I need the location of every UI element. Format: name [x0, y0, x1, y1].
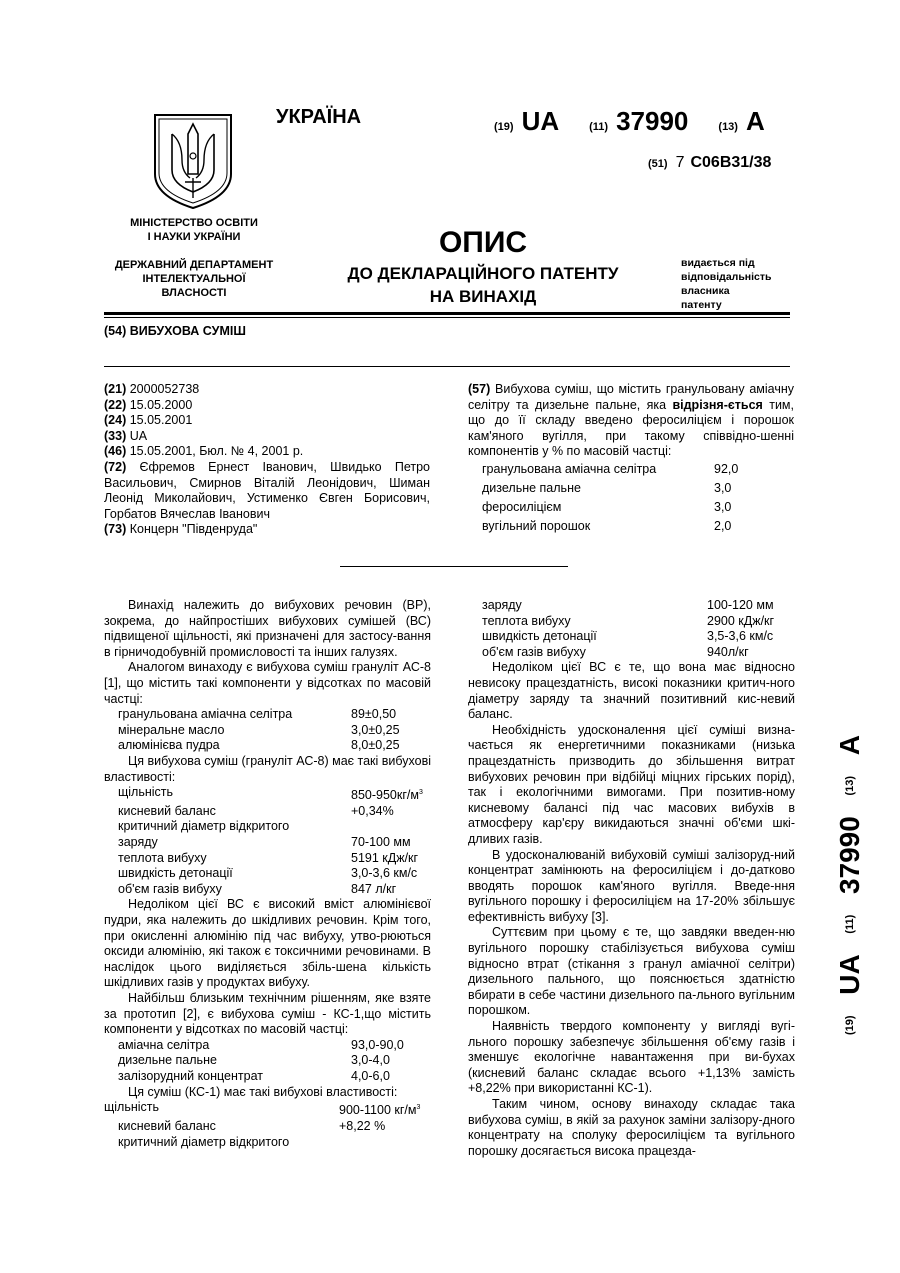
ministry-line-1: МІНІСТЕРСТВО ОСВІТИ — [130, 217, 258, 229]
abstract-row: гранульована аміачна селітра 92,0 — [482, 461, 739, 476]
section-separator — [340, 566, 568, 567]
code-51: (51) — [648, 158, 668, 170]
property-row: теплота вибуху 5191 кДж/кг — [118, 850, 419, 865]
property-row: швидкість детонації 3,5-3,6 км/с — [482, 629, 774, 644]
kind-code: A — [745, 106, 765, 136]
component-row: аміачна селітра 93,0-90,0 — [118, 1037, 404, 1052]
side-kind: A — [834, 735, 865, 756]
code-13: (13) — [718, 121, 738, 133]
property-row: кисневий баланс +8,22 % — [118, 1118, 386, 1133]
code-11: (11) — [589, 121, 609, 133]
title-rule — [104, 366, 790, 367]
side-patent-no: 37990 — [834, 816, 865, 895]
component-row: залізорудний концентрат 4,0-6,0 — [118, 1068, 390, 1083]
paragraph: Таким чином, основу винаходу складає така вибухова суміш, в якій за рахунок заміни залізору-дного концентрату на сполуку феросиліцієм та вугільного порошку досягається висока працезда- — [468, 1097, 795, 1158]
country-name: УКРАЇНА — [276, 106, 362, 128]
department-line-1: ДЕРЖАВНИЙ ДЕПАРТАМЕНТ — [114, 259, 274, 271]
invention-title: (54) ВИБУХОВА СУМІШ — [104, 324, 246, 338]
bibliographic-data — [104, 382, 430, 538]
issue-note-1: видається під — [681, 257, 755, 269]
field-73: (73) Концерн "Південруда" — [104, 522, 258, 537]
side-code-19: (19) — [844, 1015, 856, 1035]
abstract-text-bold: відрізня-ється — [672, 397, 763, 412]
abstract-row: феросиліцієм 3,0 — [482, 499, 732, 514]
header-rule-thin — [104, 317, 790, 318]
property-label: критичний діаметр відкритого — [118, 819, 290, 834]
left-column — [104, 598, 431, 1150]
code-19: (19) — [494, 121, 514, 133]
doc-subtitle-1: ДО ДЕКЛАРАЦІЙНОГО ПАТЕНТУ — [347, 264, 619, 283]
doc-title: ОПИС — [438, 226, 528, 259]
paragraph: Найбільш близьким технічним рішенням, яке взяте за прототип [2], є вибухова суміш - КС-1,що містить компоненти у відсотках по масовій частці: — [104, 991, 431, 1037]
side-country-code: UA — [834, 954, 865, 995]
property-row: об'єм газів вибуху 847 л/кг — [118, 881, 397, 896]
field-22: (22) 15.05.2000 — [104, 397, 193, 412]
paragraph: В удосконалюваній вибуховій суміші залізоруд-ний концентрат замінюють на феросиліцієм і до-датково вводять порошок кам'яного вугілля. Введе-ння вугільного порошку і феросиліцієм на 17-20% збільшує ефективність вибуху [3]. — [468, 847, 795, 924]
property-row: об'єм газів вибуху 940л/кг — [482, 644, 749, 659]
abstract-row: дизельне пальне 3,0 — [482, 480, 732, 495]
paragraph: Ця вибухова суміш (грануліт АС-8) має такі вибухові властивості: — [104, 753, 431, 784]
abstract-text-a: Вибухова суміш, що містить гранульовану аміачну селітру та дизельне пальне, яка — [468, 382, 794, 412]
right-column — [468, 598, 795, 1159]
property-row: щільність $850-950кг/м^3$ — [118, 785, 423, 803]
paragraph: Недоліком цієї ВС є те, що вона має відносно невисоку працездатність, високі показники критич-ного діаметру заряду та значний позитивний кис-невий баланс. — [468, 660, 795, 722]
paragraph: Винахід належить до вибухових речовин (ВР), зокрема, до найпростіших вибухових сумішей (ВС) підвищеної щільності, які призначені для застосу-вання в гірничодобувній промисловості та інших галузях. — [104, 598, 431, 659]
patent-number: 37990 — [616, 106, 689, 136]
paragraph: Суттєвим при цьому є те, що завдяки введен-ню вугільного порошку стабілізується вибухова суміш відносно втрат (стікання з гранул аміачної селітри) дизельного пального, що пояснюється здатністю вбирати в себе частини дизельного па-льного вугільним порошком. — [468, 925, 795, 1018]
property-row: теплота вибуху 2900 кДж/кг — [482, 613, 775, 628]
issue-note-4: патенту — [681, 299, 722, 311]
field-46: (46) 15.05.2001, Бюл. № 4, 2001 р. — [104, 444, 304, 459]
paragraph: Необхідність удосконалення цієї суміші визна-чається як енергетичними показниками (низька працездатність призводить до збільшення витрат вибухових речовин при відбійці міцних гірських порід), так і екологічними вимогами. При позитив-ному кисневому балансі під час масових вибухів в атмосферу кар'єру викидаються значні об'єми шкі-дливих газів. — [468, 722, 795, 846]
ipc-class: C06B31/38 — [690, 154, 772, 171]
property-row: заряду 100-120 мм — [482, 598, 774, 612]
abstract — [468, 382, 794, 536]
property-row: кисневий баланс +0,34% — [118, 803, 394, 818]
component-row: дизельне пальне 3,0-4,0 — [118, 1053, 390, 1068]
code-57: (57) — [468, 382, 491, 396]
property-label: критичний діаметр відкритого — [118, 1134, 290, 1149]
abstract-row: вугільний порошок 2,0 — [482, 518, 732, 533]
side-code-11: (11) — [844, 914, 856, 934]
trident-emblem-icon — [152, 112, 234, 210]
issue-note-2: відповідальність — [681, 271, 772, 283]
side-patent-number — [830, 735, 870, 1035]
paragraph: Аналогом винаходу є вибухова суміш грануліт АС-8 [1], що містить такі компоненти у відсотках по масовій частці: — [104, 660, 431, 706]
paragraph: Наявність твердого компоненту у вигляді вугі-льного порошку забезпечує збільшення об'єму газів і зменшує екологічне навантаження при ви-бухах (кисневий баланс складає всього +1,13% замість +8,22% при використанні КС-1). — [468, 1019, 795, 1096]
abstract-text-b: тим, що до її складу введено феросиліцієм і порошок кам'яного вугілля, при такому співвідно-шенні компонентів у % по масовій частці: — [468, 397, 794, 459]
header-rule-thick — [104, 312, 790, 315]
field-72: (72) Єфремов Ернест Іванович, Швидько Петро Васильович, Смирнов Віталій Леонідович, Шиман Леонід Миколайович, Устименко Євген Борисович, Горбатов Вячеслав Іванович — [104, 459, 430, 521]
doc-subtitle-2: НА ВИНАХІД — [429, 287, 537, 306]
department-line-3: ВЛАСНОСТІ — [161, 287, 227, 299]
paragraph: Недоліком цієї ВС є високий вміст алюмінієвої пудри, яка належить до шкідливих речовин. Крім того, при окисленні алюмінію під час вибуху, утво-рюються оксиди алюмінію, які також є токсичними речовинами. В наслідок цього виділяється збіль-шена кількість шкідливих газів у продуктах вибуху. — [104, 897, 431, 990]
paragraph: Ця суміш (КС-1) має такі вибухові властивості: — [128, 1084, 398, 1099]
side-code-13: (13) — [844, 775, 856, 796]
component-row: мінеральне масло 3,0±0,25 — [118, 722, 400, 737]
country-code: UA — [521, 106, 560, 136]
property-row: заряду 70-100 мм — [118, 835, 411, 850]
component-row: алюмінієва пудра 8,0±0,25 — [118, 738, 400, 753]
field-21: (21) 2000052738 — [104, 382, 200, 396]
property-row: швидкість детонації 3,0-3,6 км/с — [118, 866, 418, 881]
issue-note-3: власника — [681, 285, 730, 297]
field-33: (33) UA — [104, 428, 148, 443]
field-24: (24) 15.05.2001 — [104, 413, 193, 428]
department-line-2: ІНТЕЛЕКТУАЛЬНОЇ — [142, 273, 246, 285]
component-row: гранульована аміачна селітра 89±0,50 — [118, 707, 397, 722]
property-row: щільність 900-1100 $кг/м^3$ — [104, 1100, 421, 1118]
ipc-version: 7 — [675, 154, 685, 171]
ministry-line-2: І НАУКИ УКРАЇНИ — [147, 231, 241, 243]
